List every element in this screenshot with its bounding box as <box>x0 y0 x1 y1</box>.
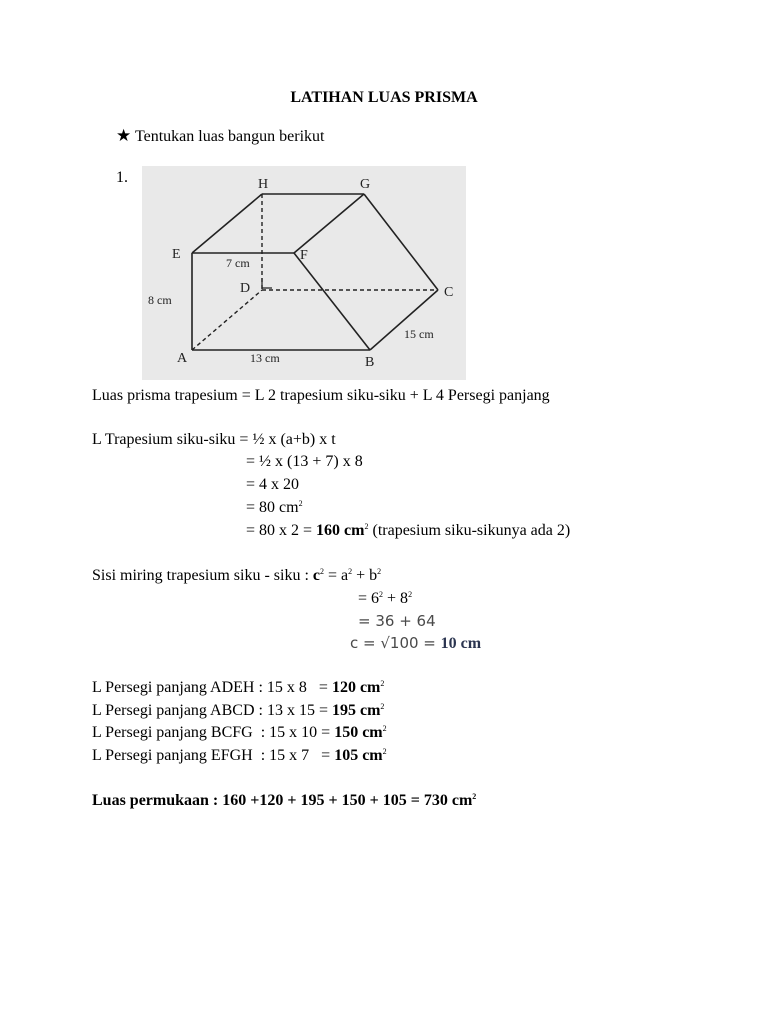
slant-step-1: = $6^2 + 8^2$ <box>358 590 413 607</box>
vertex-c: C <box>444 285 454 300</box>
star-icon: ★ <box>116 126 132 145</box>
rect-row-efgh: L Persegi panjang EFGH : 15 x 7 = 105 $cm^2$ <box>92 747 387 764</box>
trapezium-step-3: = 80 $cm^2$ <box>246 499 303 516</box>
trapezium-label: L Trapesium siku-siku = ½ x (a+b) x t <box>92 431 336 448</box>
instruction-line <box>116 126 324 147</box>
prism-diagram <box>142 166 466 380</box>
edge-bc <box>370 290 438 350</box>
formula-line: Luas prisma trapesium = L 2 trapesium siku-siku + L 4 Persegi panjang <box>92 387 550 404</box>
vertex-a: A <box>177 351 188 366</box>
dim-bottom: 13 cm <box>250 351 280 365</box>
edge-eh <box>192 194 262 253</box>
edge-ad-hidden <box>192 290 262 350</box>
dim-height: 8 cm <box>148 293 172 307</box>
edge-fb <box>294 253 370 350</box>
slant-step-3: c = √100 = 10 cm <box>350 634 482 652</box>
vertex-g: G <box>360 177 371 192</box>
slant-step-2: = 36 + 64 <box>358 612 436 630</box>
instruction-text: Tentukan luas bangun berikut <box>134 128 325 145</box>
dim-length: 15 cm <box>404 327 434 341</box>
dim-top: 7 cm <box>226 256 250 270</box>
problem-number: 1. <box>116 169 128 186</box>
total-surface-area: Luas permukaan : 160 +120 + 195 + 150 + 105 = 730 $cm^2$ <box>92 792 477 809</box>
vertex-h: H <box>258 177 269 192</box>
right-angle-mark <box>262 278 272 288</box>
vertex-b: B <box>365 355 375 370</box>
trapezium-step-1: = ½ x (13 + 7) x 8 <box>246 453 363 470</box>
rect-row-bcfg: L Persegi panjang BCFG : 15 x 10 = 150 $cm^2$ <box>92 724 387 741</box>
slant-label: Sisi miring trapesium siku - siku : $c^2 = a^2 + b^2$ <box>92 567 382 584</box>
edge-gc <box>364 194 438 290</box>
trapezium-step-2: = 4 x 20 <box>246 476 300 493</box>
vertex-f: F <box>300 248 308 263</box>
vertex-e: E <box>172 247 181 262</box>
rect-row-adeh: L Persegi panjang ADEH : 15 x 8 = 120 $cm^2$ <box>92 679 385 696</box>
edge-fg <box>294 194 364 253</box>
page-title: LATIHAN LUAS PRISMA <box>290 89 478 106</box>
trapezium-step-4: = 80 x 2 = 160 $cm^2$ (trapesium siku-sikunya ada 2) <box>246 522 571 539</box>
rect-row-abcd: L Persegi panjang ABCD : 13 x 15 = 195 $cm^2$ <box>92 702 385 719</box>
vertex-d: D <box>240 281 251 296</box>
